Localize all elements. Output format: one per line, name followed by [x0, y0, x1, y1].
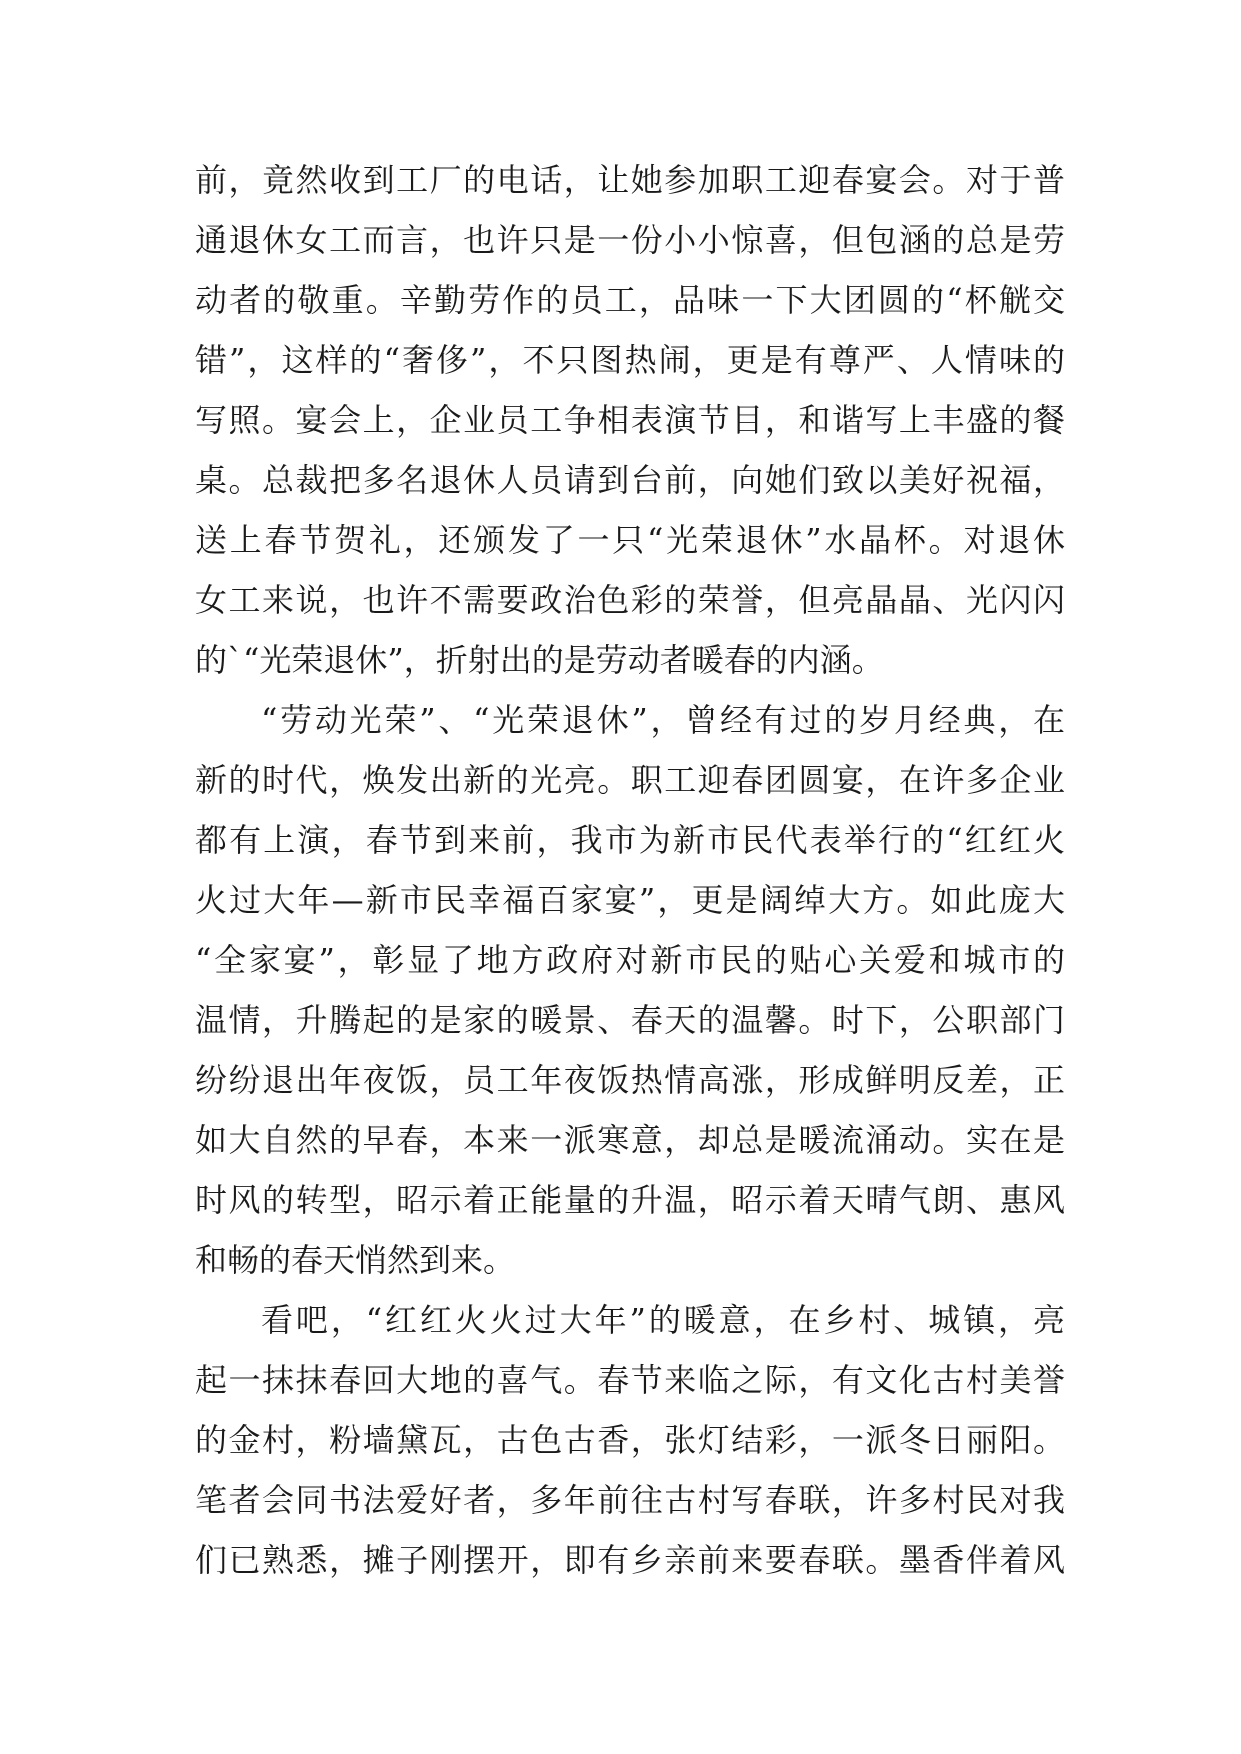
text-line: 前，竟然收到工厂的电话，让她参加职工迎春宴会。对于普	[195, 161, 1065, 199]
text-line: 的`“光荣退休”，折射出的是劳动者暖春的内涵。	[195, 641, 884, 679]
text-line: 新的时代，焕发出新的光亮。职工迎春团圆宴，在许多企业	[195, 761, 1065, 799]
text-line: 起一抹抹春回大地的喜气。春节来临之际，有文化古村美誉	[195, 1361, 1065, 1399]
text-line: 桌。总裁把多名退休人员请到台前，向她们致以美好祝福，	[195, 461, 1065, 499]
text-line: 如大自然的早春，本来一派寒意，却总是暖流涌动。实在是	[195, 1121, 1065, 1159]
text-line: 动者的敬重。辛勤劳作的员工，品味一下大团圆的“杯觥交	[195, 281, 1065, 319]
text-line: 看吧，“红红火火过大年”的暖意，在乡村、城镇，亮	[261, 1301, 1065, 1339]
text-line: 通退休女工而言，也许只是一份小小惊喜，但包涵的总是劳	[195, 221, 1065, 259]
text-line: 都有上演，春节到来前，我市为新市民代表举行的“红红火	[195, 821, 1065, 859]
text-line: 的金村，粉墙黛瓦，古色古香，张灯结彩，一派冬日丽阳。	[195, 1421, 1065, 1459]
text-line: 笔者会同书法爱好者，多年前往古村写春联，许多村民对我	[195, 1481, 1065, 1519]
text-line: 女工来说，也许不需要政治色彩的荣誉，但亮晶晶、光闪闪	[195, 581, 1065, 619]
text-line: 们已熟悉，摊子刚摆开，即有乡亲前来要春联。墨香伴着风	[195, 1541, 1065, 1579]
text-line: 时风的转型，昭示着正能量的升温，昭示着天晴气朗、惠风	[195, 1181, 1065, 1219]
text-line: “劳动光荣”、“光荣退休”，曾经有过的岁月经典，在	[261, 701, 1065, 739]
text-line: 和畅的春天悄然到来。	[195, 1241, 516, 1279]
text-line: “全家宴”，彰显了地方政府对新市民的贴心关爱和城市的	[195, 941, 1065, 979]
text-line: 温情，升腾起的是家的暖景、春天的温馨。时下，公职部门	[195, 1001, 1065, 1039]
text-line: 错”，这样的“奢侈”，不只图热闹，更是有尊严、人情味的	[195, 341, 1065, 379]
text-line: 火过大年—新市民幸福百家宴”，更是阔绰大方。如此庞大	[195, 881, 1065, 919]
body-text	[195, 150, 1065, 1590]
text-line: 纷纷退出年夜饭，员工年夜饭热情高涨，形成鲜明反差，正	[195, 1061, 1065, 1099]
text-line: 写照。宴会上，企业员工争相表演节目，和谐写上丰盛的餐	[195, 401, 1065, 439]
text-line: 送上春节贺礼，还颁发了一只“光荣退休”水晶杯。对退休	[195, 521, 1065, 559]
